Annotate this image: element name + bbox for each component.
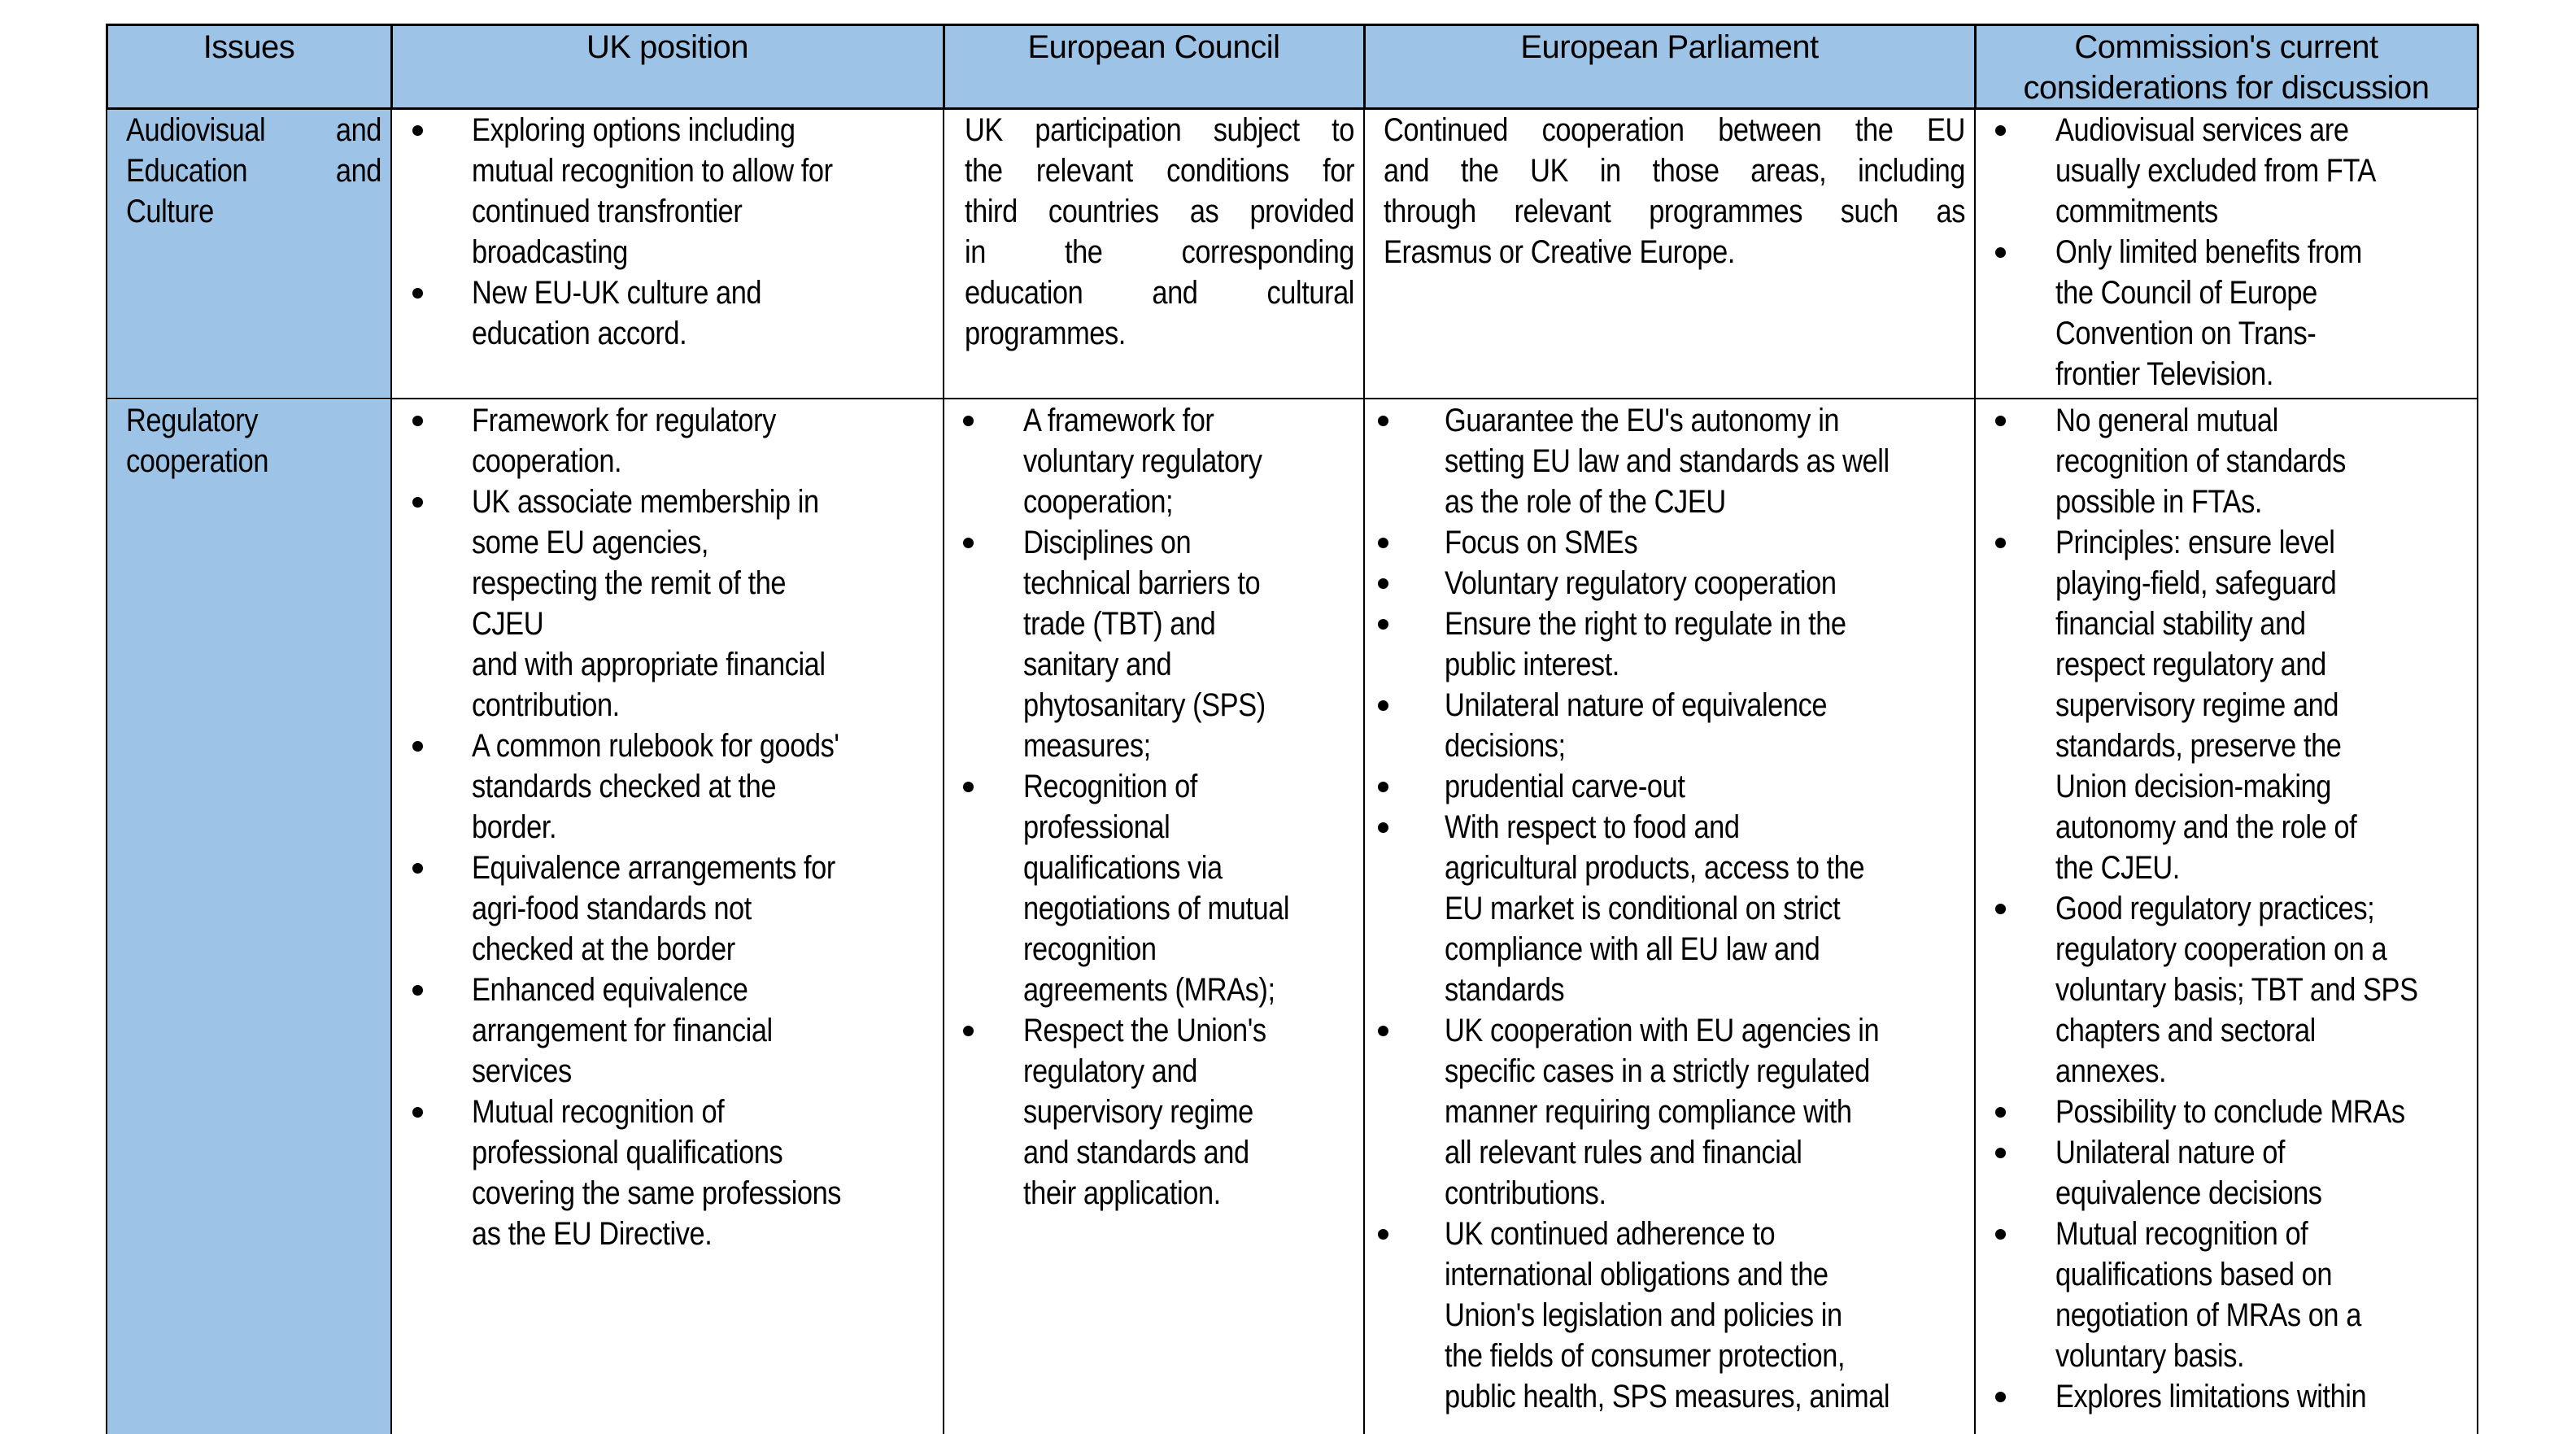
list-item-line: education accord. <box>472 316 687 351</box>
list-item-line: Equivalence arrangements for <box>472 850 835 886</box>
list-item-line: specific cases in a strictly regulated <box>1445 1053 1870 1089</box>
list-item-line: negotiations of mutual <box>1023 891 1290 926</box>
word: participation <box>1035 112 1182 148</box>
paragraph-line: cooperation <box>126 443 269 479</box>
list-item-line: Ensure the right to regulate in the <box>1445 606 1846 642</box>
word: the <box>965 153 1003 189</box>
word: Education <box>126 153 248 189</box>
word: such <box>1840 194 1898 229</box>
list-item-line: standards, preserve the <box>2055 728 2342 764</box>
list-item-line: frontier Television. <box>2055 356 2274 392</box>
paragraph-line: programmes. <box>965 316 1126 351</box>
bullet-icon <box>412 125 423 136</box>
bullet-icon <box>1995 247 2006 258</box>
paragraph-line <box>965 272 1354 313</box>
list-item-line: international obligations and the <box>1445 1257 1828 1292</box>
column-divider <box>1363 24 1366 108</box>
row-divider <box>107 398 2478 399</box>
list-item-line: standards checked at the <box>472 769 777 804</box>
list-item-line: Union's legislation and policies in <box>1445 1297 1842 1333</box>
paragraph-line <box>965 110 1354 150</box>
column-divider <box>390 24 393 108</box>
column-divider <box>1363 108 1365 1434</box>
list-item-line: professional qualifications <box>472 1135 783 1170</box>
word: countries <box>1048 194 1159 229</box>
column-divider <box>106 24 108 108</box>
paragraph-line <box>1384 110 1965 150</box>
list-item-line: standards <box>1445 972 1565 1008</box>
list-item-line: New EU-UK culture and <box>472 275 762 311</box>
list-item-line: the CJEU. <box>2055 850 2180 886</box>
bullet-icon <box>1995 1148 2006 1158</box>
list-item-line: CJEU <box>472 606 544 642</box>
word: those <box>1652 153 1720 189</box>
list-item-line: Respect the Union's <box>1023 1013 1266 1048</box>
list-item-line: EU market is conditional on strict <box>1445 891 1841 926</box>
list-item-line: Exploring options including <box>472 112 795 148</box>
paragraph-line <box>965 232 1354 272</box>
list-item-line: voluntary regulatory <box>1023 443 1262 479</box>
list-item-line: autonomy and the role of <box>2055 809 2357 845</box>
word: provided <box>1249 194 1354 229</box>
list-item-line: Convention on Trans- <box>2055 316 2317 351</box>
column-divider <box>1974 24 1977 108</box>
list-item-line: arrangement for financial <box>472 1013 773 1048</box>
list-item-line: agri-food standards not <box>472 891 752 926</box>
list-item-line: contributions. <box>1445 1175 1606 1211</box>
list-item-line: voluntary basis. <box>2055 1338 2245 1374</box>
list-item-line: UK associate membership in <box>472 484 819 520</box>
bullet-icon <box>412 288 423 299</box>
list-item-line: their application. <box>1023 1175 1221 1211</box>
list-item-line: voluntary basis; TBT and SPS <box>2055 972 2418 1008</box>
list-item-line: Unilateral nature of equivalence <box>1445 687 1828 723</box>
list-item-line: UK continued adherence to <box>1445 1216 1776 1252</box>
column-header-label: considerations for discussion <box>2023 70 2430 106</box>
word: the <box>1460 153 1499 189</box>
column-header-label: Commission's current <box>2074 29 2378 65</box>
bullet-icon <box>1378 538 1388 548</box>
list-item-line: Only limited benefits from <box>2055 234 2362 270</box>
column-divider <box>390 108 392 1434</box>
word: Audiovisual <box>126 112 266 148</box>
word: through <box>1384 194 1476 229</box>
list-item-line: Voluntary regulatory cooperation <box>1445 565 1837 601</box>
list-item-line: Disciplines on <box>1023 525 1192 560</box>
list-item-line: usually excluded from FTA <box>2055 153 2376 189</box>
paragraph-line <box>965 191 1354 232</box>
list-item-line: sanitary and <box>1023 647 1172 682</box>
column-divider <box>2477 24 2479 108</box>
bullet-icon <box>412 1107 423 1118</box>
word: programmes <box>1649 194 1802 229</box>
list-item-line: chapters and sectoral <box>2055 1013 2316 1048</box>
list-item-line: professional <box>1023 809 1170 845</box>
list-item-line: No general mutual <box>2055 403 2278 438</box>
bullet-icon <box>1378 619 1388 630</box>
bullet-icon <box>1378 416 1388 426</box>
list-item-line: and with appropriate financial <box>472 647 826 682</box>
bullet-icon <box>1995 1392 2006 1402</box>
list-item-line: commitments <box>2055 194 2218 229</box>
list-item-line: the fields of consumer protection, <box>1445 1338 1846 1374</box>
bullet-icon <box>1378 700 1388 711</box>
list-item-line: Enhanced equivalence <box>472 972 748 1008</box>
list-item-line: annexes. <box>2055 1053 2167 1089</box>
list-item-line: Good regulatory practices; <box>2055 891 2375 926</box>
bullet-icon <box>963 538 974 548</box>
bullet-icon <box>1995 416 2006 426</box>
list-item-line: setting EU law and standards as well <box>1445 443 1890 479</box>
paragraph-line <box>1384 191 1965 232</box>
list-item-line: supervisory regime <box>1023 1094 1253 1130</box>
word: UK <box>965 112 1003 148</box>
list-item-line: broadcasting <box>472 234 628 270</box>
list-item-line: continued transfrontier <box>472 194 743 229</box>
list-item-line: as the EU Directive. <box>472 1216 713 1252</box>
word: Continued <box>1384 112 1508 148</box>
paragraph-line: Erasmus or Creative Europe. <box>1384 234 1735 270</box>
word: for <box>1323 153 1354 189</box>
list-item-line: recognition of standards <box>2055 443 2346 479</box>
list-item-line: public interest. <box>1445 647 1619 682</box>
list-item-line: qualifications via <box>1023 850 1223 886</box>
column-header-label: UK position <box>586 29 749 65</box>
bullet-icon <box>1995 904 2006 914</box>
word: conditions <box>1166 153 1289 189</box>
bullet-icon <box>1378 1026 1388 1036</box>
list-item-line: regulatory cooperation on a <box>2055 931 2387 967</box>
row-divider <box>106 24 2478 26</box>
list-item-line: checked at the border <box>472 931 735 967</box>
bullet-icon <box>1378 782 1388 792</box>
list-item-line: Focus on SMEs <box>1445 525 1638 560</box>
list-item-line: Audiovisual services are <box>2055 112 2349 148</box>
list-item-line: A framework for <box>1023 403 1214 438</box>
list-item-line: covering the same professions <box>472 1175 842 1211</box>
column-divider <box>1974 108 1976 1434</box>
bullet-icon <box>412 741 423 752</box>
word: the <box>1855 112 1894 148</box>
word: areas, <box>1750 153 1827 189</box>
list-item-line: respecting the remit of the <box>472 565 787 601</box>
column-header-label: European Council <box>1027 29 1280 65</box>
bullet-icon <box>412 985 423 996</box>
list-item-line: Guarantee the EU's autonomy in <box>1445 403 1840 438</box>
bullet-icon <box>412 497 423 508</box>
bullet-icon <box>1378 822 1388 833</box>
list-item-line: contribution. <box>472 687 620 723</box>
column-header-label: Issues <box>203 29 295 65</box>
list-item-line: Possibility to conclude MRAs <box>2055 1094 2405 1130</box>
word: education <box>965 275 1083 311</box>
word: corresponding <box>1181 234 1354 270</box>
paragraph-line <box>1384 150 1965 191</box>
list-item-line: public health, SPS measures, animal <box>1445 1379 1890 1414</box>
list-item-line: Mutual recognition of <box>2055 1216 2308 1252</box>
issue-cell-bg <box>107 400 391 1434</box>
list-item-line: some EU agencies, <box>472 525 708 560</box>
bullet-icon <box>1995 1229 2006 1240</box>
list-item-line: cooperation. <box>472 443 622 479</box>
list-item-line: trade (TBT) and <box>1023 606 1216 642</box>
row-divider <box>106 107 2478 110</box>
word: cooperation <box>1541 112 1685 148</box>
word: and <box>1384 153 1430 189</box>
list-item-line: all relevant rules and financial <box>1445 1135 1802 1170</box>
paragraph-line <box>965 150 1354 191</box>
word: and <box>1152 275 1198 311</box>
list-item-line: phytosanitary (SPS) <box>1023 687 1266 723</box>
list-item-line: recognition <box>1023 931 1157 967</box>
list-item-line: mutual recognition to allow for <box>472 153 833 189</box>
paragraph-line <box>126 110 381 150</box>
word: third <box>965 194 1018 229</box>
list-item-line: Explores limitations within <box>2055 1379 2367 1414</box>
bullet-icon <box>1378 578 1388 589</box>
word: as <box>1189 194 1219 229</box>
bullet-icon <box>963 782 974 792</box>
bullet-icon <box>412 416 423 426</box>
list-item-line: UK cooperation with EU agencies in <box>1445 1013 1880 1048</box>
word: including <box>1858 153 1965 189</box>
word: between <box>1718 112 1822 148</box>
list-item-line: negotiation of MRAs on a <box>2055 1297 2361 1333</box>
bullet-icon <box>963 416 974 426</box>
word: cultural <box>1266 275 1354 311</box>
list-item-line: the Council of Europe <box>2055 275 2317 311</box>
list-item-line: prudential carve-out <box>1445 769 1685 804</box>
list-item-line: regulatory and <box>1023 1053 1197 1089</box>
list-item-line: as the role of the CJEU <box>1445 484 1726 520</box>
bullet-icon <box>1995 1107 2006 1118</box>
list-item-line: Framework for regulatory <box>472 403 776 438</box>
list-item-line: agreements (MRAs); <box>1023 972 1275 1008</box>
list-item-line: border. <box>472 809 557 845</box>
column-divider <box>943 108 944 1434</box>
list-item-line: supervisory regime and <box>2055 687 2339 723</box>
list-item-line: possible in FTAs. <box>2055 484 2262 520</box>
bullet-icon <box>963 1026 974 1036</box>
word: and <box>335 153 381 189</box>
word: relevant <box>1035 153 1133 189</box>
word: subject <box>1213 112 1300 148</box>
list-item-line: technical barriers to <box>1023 565 1261 601</box>
word: and <box>335 112 381 148</box>
word: in <box>1599 153 1621 189</box>
list-item-line: A common rulebook for goods' <box>472 728 839 764</box>
bullet-icon <box>1995 538 2006 548</box>
list-item-line: playing-field, safeguard <box>2055 565 2337 601</box>
list-item-line: and standards and <box>1023 1135 1249 1170</box>
list-item-line: Union decision-making <box>2055 769 2331 804</box>
list-item-line: services <box>472 1053 572 1089</box>
word: EU <box>1927 112 1965 148</box>
list-item-line: cooperation; <box>1023 484 1174 520</box>
column-divider <box>2477 108 2478 1434</box>
word: relevant <box>1514 194 1611 229</box>
word: the <box>1064 234 1103 270</box>
list-item-line: Recognition of <box>1023 769 1197 804</box>
list-item-line: qualifications based on <box>2055 1257 2333 1292</box>
column-header-label: European Parliament <box>1520 29 1819 65</box>
list-item-line: Mutual recognition of <box>472 1094 725 1130</box>
paragraph-line: Regulatory <box>126 403 259 438</box>
bullet-icon <box>412 863 423 874</box>
list-item-line: respect regulatory and <box>2055 647 2326 682</box>
column-divider <box>943 24 945 108</box>
word: UK <box>1530 153 1569 189</box>
list-item-line: With respect to food and <box>1445 809 1740 845</box>
word: in <box>965 234 986 270</box>
list-item-line: compliance with all EU law and <box>1445 931 1820 967</box>
list-item-line: Unilateral nature of <box>2055 1135 2286 1170</box>
list-item-line: measures; <box>1023 728 1151 764</box>
list-item-line: Principles: ensure level <box>2055 525 2335 560</box>
list-item-line: decisions; <box>1445 728 1566 764</box>
list-item-line: manner requiring compliance with <box>1445 1094 1852 1130</box>
list-item-line: agricultural products, access to the <box>1445 850 1865 886</box>
paragraph-line: Culture <box>126 194 214 229</box>
list-item-line: equivalence decisions <box>2055 1175 2322 1211</box>
bullet-icon <box>1995 125 2006 136</box>
paragraph-line <box>126 150 381 191</box>
column-divider <box>106 108 107 1434</box>
list-item-line: financial stability and <box>2055 606 2306 642</box>
bullet-icon <box>1378 1229 1388 1240</box>
word: to <box>1332 112 1354 148</box>
word: as <box>1936 194 1965 229</box>
